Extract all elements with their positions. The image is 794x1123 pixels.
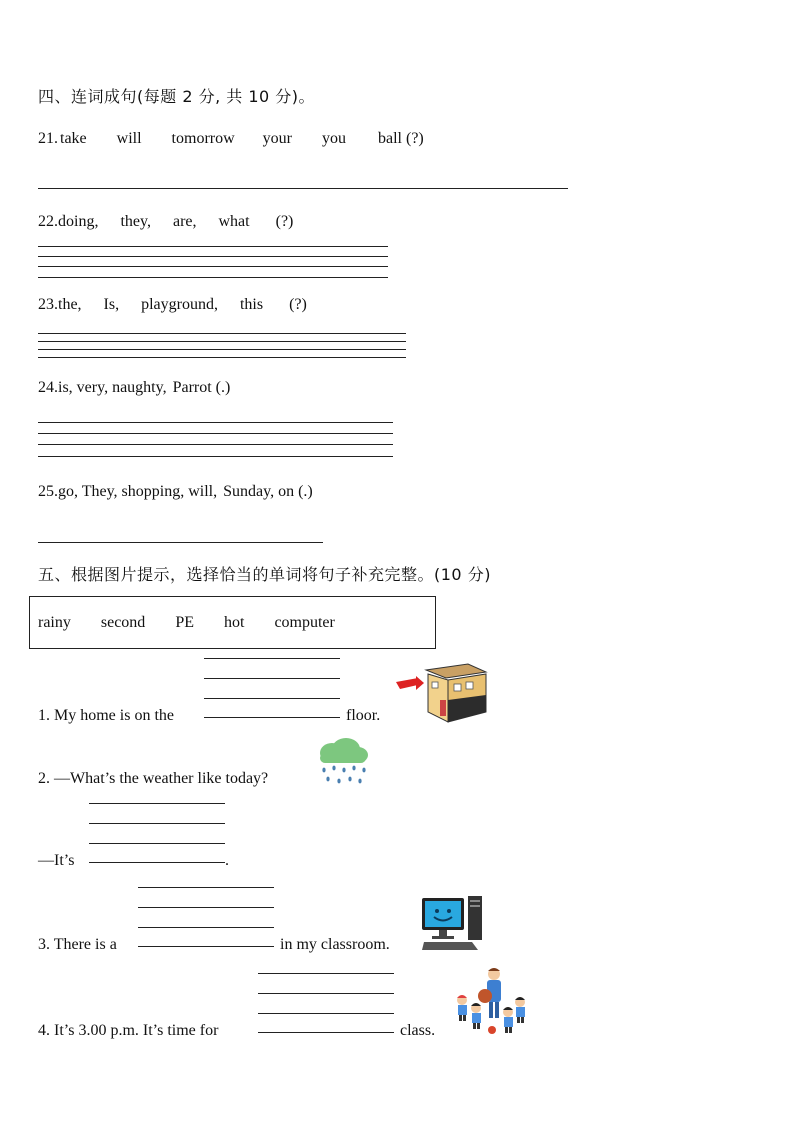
word: (?): [289, 296, 307, 313]
answer-line[interactable]: [38, 542, 323, 543]
word-bank-item: PE: [175, 614, 194, 631]
question-21: [38, 129, 424, 149]
word: Parrot (.): [172, 379, 231, 396]
word: playground,: [141, 296, 218, 313]
answer-line[interactable]: [89, 803, 225, 804]
word-bank-item: rainy: [38, 614, 71, 631]
q3-after: in my classroom.: [280, 936, 390, 953]
question-23: [38, 295, 307, 315]
answer-line[interactable]: [204, 678, 340, 679]
question-number: 22.: [38, 213, 58, 230]
answer-line[interactable]: [38, 444, 393, 445]
word: Is,: [103, 296, 120, 313]
answer-line[interactable]: [38, 422, 393, 423]
question-22: [38, 212, 293, 232]
answer-line[interactable]: [258, 993, 394, 994]
q4-after: class.: [400, 1022, 436, 1039]
word: the,: [58, 296, 82, 313]
answer-line[interactable]: [38, 433, 393, 434]
word: tomorrow: [171, 130, 235, 147]
word: they,: [120, 213, 151, 230]
answer-line[interactable]: [258, 973, 394, 974]
word: take: [60, 130, 87, 147]
q2-answer-suffix: .: [225, 852, 229, 869]
house-icon: [396, 662, 488, 724]
word: (?): [405, 130, 424, 147]
answer-line[interactable]: [38, 277, 388, 278]
word-bank-item: hot: [223, 614, 245, 631]
answer-line[interactable]: [38, 357, 406, 358]
word: doing,: [58, 213, 99, 230]
word-bank-item: computer: [274, 614, 335, 631]
answer-line[interactable]: [89, 843, 225, 844]
word: what: [218, 213, 250, 230]
question-number: 24.: [38, 379, 58, 396]
q2-answer-prefix: —It’s: [38, 852, 75, 869]
word: ball: [377, 130, 402, 147]
answer-line[interactable]: [138, 887, 274, 888]
word: your: [262, 130, 292, 147]
answer-blank[interactable]: [138, 946, 274, 947]
q2-question: 2. —What’s the weather like today?: [38, 770, 269, 787]
answer-line[interactable]: [138, 927, 274, 928]
answer-line[interactable]: [38, 341, 406, 342]
rain-cloud-icon: [314, 737, 370, 787]
answer-line[interactable]: [38, 333, 406, 334]
word-bank: [38, 613, 335, 633]
word: you: [321, 130, 346, 147]
q1-before: 1. My home is on the: [38, 707, 174, 724]
section-5-heading: 五、根据图片提示，选择恰当的单词将句子补充完整。(10 分): [38, 565, 491, 584]
word: is, very, naughty,: [58, 379, 167, 396]
answer-line[interactable]: [204, 698, 340, 699]
answer-blank[interactable]: [204, 717, 340, 718]
answer-line[interactable]: [38, 266, 388, 267]
answer-line[interactable]: [38, 188, 568, 189]
question-number: 21.: [38, 130, 58, 147]
word: Sunday, on (.): [223, 483, 313, 500]
answer-line[interactable]: [38, 349, 406, 350]
q1-after: floor.: [346, 707, 381, 724]
answer-line[interactable]: [138, 907, 274, 908]
answer-line[interactable]: [38, 256, 388, 257]
word-bank-item: second: [100, 614, 146, 631]
answer-line[interactable]: [258, 1013, 394, 1014]
answer-blank[interactable]: [89, 862, 225, 863]
pe-class-icon: [452, 966, 532, 1038]
answer-line[interactable]: [89, 823, 225, 824]
q4-before: 4. It’s 3.00 p.m. It’s time for: [38, 1022, 219, 1039]
question-24: [38, 378, 230, 398]
word: (?): [275, 213, 294, 230]
question-number: 23.: [38, 296, 58, 313]
q3-before: 3. There is a: [38, 936, 117, 953]
section-4-heading: 四、连词成句(每题 2 分, 共 10 分)。: [38, 87, 316, 106]
question-number: 25.: [38, 483, 58, 500]
question-25: [38, 482, 313, 502]
computer-icon: [420, 894, 486, 952]
answer-blank[interactable]: [258, 1032, 394, 1033]
answer-line[interactable]: [204, 658, 340, 659]
answer-line[interactable]: [38, 456, 393, 457]
answer-line[interactable]: [38, 246, 388, 247]
word: this: [239, 296, 264, 313]
word: will: [116, 130, 142, 147]
word: are,: [172, 213, 197, 230]
word: go, They, shopping, will,: [58, 483, 218, 500]
